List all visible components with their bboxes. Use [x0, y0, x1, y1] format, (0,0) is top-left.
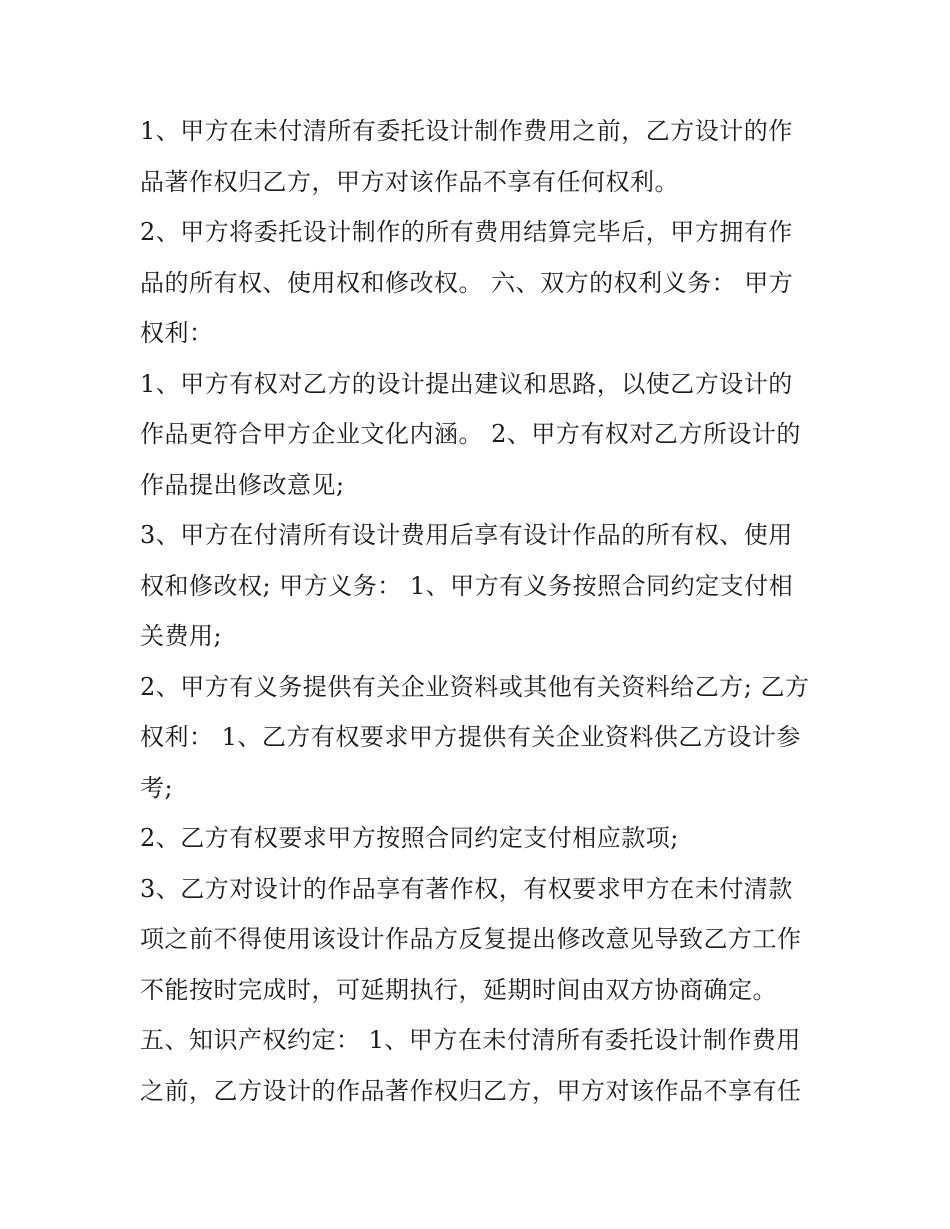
paragraph-2: 2、甲方将委托设计制作的所有费用结算完毕后，甲方拥有作品的所有权、使用权和修改权。 六、双方的权利义务： 甲方权利：: [140, 218, 794, 347]
paragraph-4: 3、甲方在付清所有设计费用后享有设计作品的所有权、使用权和修改权; 甲方义务： 1、甲方有义务按照合同约定支付相关费用;: [140, 521, 794, 650]
paragraph-8: 五、知识产权约定： 1、甲方在未付清所有委托设计制作费用之前，乙方设计的作品著作权归乙方，甲方对该作品不享有任: [140, 1026, 802, 1105]
paragraph-1: 1、甲方在未付清所有委托设计制作费用之前，乙方设计的作品著作权归乙方，甲方对该作品不享有任何权利。: [140, 117, 793, 196]
paragraph-3: 1、甲方有权对乙方的设计提出建议和思路，以使乙方设计的作品更符合甲方企业文化内涵。 2、甲方有权对乙方所设计的作品提出修改意见;: [140, 369, 801, 499]
paragraph-5: 2、甲方有义务提供有关企业资料或其他有关资料给乙方; 乙方权利： 1、乙方有权要求甲方提供有关企业资料供乙方设计参考;: [140, 672, 810, 802]
paragraph-7: 3、乙方对设计的作品享有著作权，有权要求甲方在未付清款项之前不得使用该设计作品方反复提出修改意见导致乙方工作不能按时完成时，可延期执行，延期时间由双方协商确定。: [140, 874, 802, 1004]
document-body: [140, 106, 812, 1116]
paragraph-6: 2、乙方有权要求甲方按照合同约定支付相应款项;: [140, 824, 679, 852]
